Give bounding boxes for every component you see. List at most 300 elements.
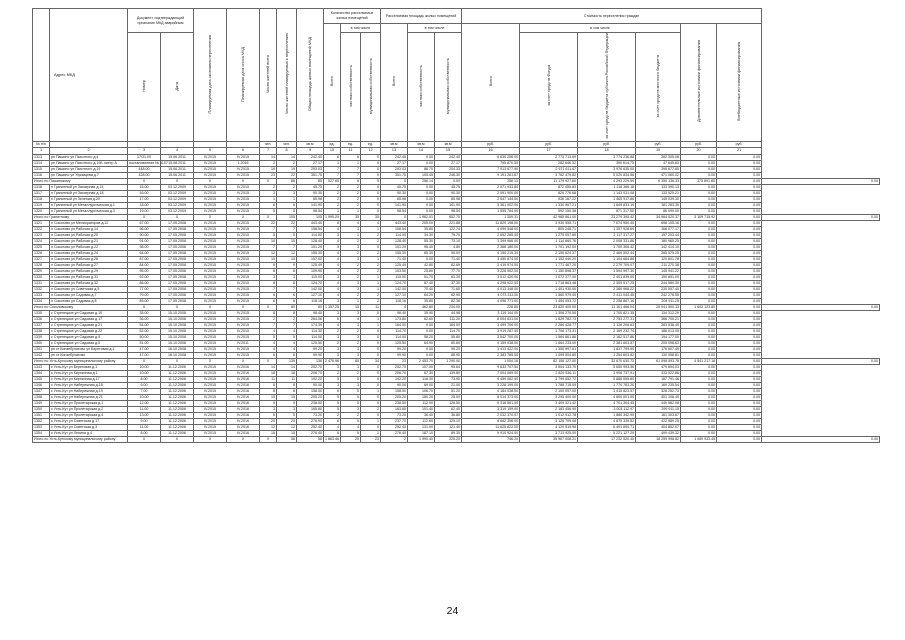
table-cell: 33 670 630.73 — [578, 358, 636, 364]
table-cell: IV.2015 — [194, 280, 227, 286]
table-cell: 87.00 — [128, 256, 161, 262]
table-cell: 1 — [341, 208, 361, 214]
address-cell: с Усть-Кут ул Набережная д.19 — [50, 388, 128, 394]
table-cell: 0.00 — [435, 178, 462, 184]
rooms-incl-header: в том числе — [341, 24, 381, 33]
table-cell: 45.75 — [297, 184, 324, 190]
table-cell: 401 108.40 — [636, 394, 681, 400]
table-cell: 3 409 321.42 — [520, 400, 578, 406]
table-cell: 202.70 — [381, 364, 408, 370]
table-cell: 1 330 567.21 — [520, 202, 578, 208]
table-cell: 2 829 536.11 — [520, 370, 578, 376]
table-cell: 299 911.15 — [636, 406, 681, 412]
table-cell: 3 — [341, 280, 361, 286]
column-number-cell: 20 — [681, 147, 717, 154]
table-cell: 71.40 — [381, 256, 408, 262]
table-cell: 11.12.2006 — [161, 418, 194, 424]
table-cell: 65.98 — [435, 196, 462, 202]
table-cell: 173.80 — [381, 316, 408, 322]
table-cell: X — [227, 436, 260, 442]
table-cell: 9 316 581.00 — [462, 400, 520, 406]
table-cell: IV.2015 — [194, 202, 227, 208]
table-cell: 12 — [260, 424, 277, 430]
table-cell: 5 — [260, 334, 277, 340]
table-cell: 4 120 519.98 — [520, 424, 578, 430]
table-cell: IV.2016 — [227, 388, 260, 394]
table-cell: 5 650 993.36 — [578, 364, 636, 370]
table-cell: 0.00 — [717, 202, 762, 208]
table-cell: 3 — [341, 310, 361, 316]
table-cell: 8.00 — [128, 376, 161, 382]
address-cell: с Стрелецкое ул Садовая д.10 — [50, 310, 128, 316]
table-cell: 2 — [361, 250, 381, 256]
table-cell: 0.00 — [717, 184, 762, 190]
table-cell: 99.90 — [297, 352, 324, 358]
address-cell: с Усть-Кут ул Советская д.3 — [50, 424, 128, 430]
table-cell: 90.00 — [435, 250, 462, 256]
table-cell: 3 413 422.00 — [462, 346, 520, 352]
table-cell: 51.70 — [408, 274, 435, 280]
table-cell: 11.12.2006 — [161, 412, 194, 418]
table-cell: 19.00 — [128, 208, 161, 214]
table-cell: IV.2015 — [194, 334, 227, 340]
table-cell: IV.2015 — [227, 274, 260, 280]
table-cell: 2 — [341, 196, 361, 202]
table-cell: 0.00 — [681, 340, 717, 346]
table-cell: 3 — [341, 244, 361, 250]
table-cell: 4 — [324, 238, 341, 244]
table-cell: 0.00 — [717, 286, 762, 292]
table-cell: 2 162 517.86 — [578, 334, 636, 340]
table-cell: 4 800 001.00 — [578, 394, 636, 400]
table-cell: 225.20 — [435, 436, 462, 442]
table-cell: 1334 — [33, 298, 50, 304]
table-cell: 18.00 — [128, 202, 161, 208]
table-cell: 141.90 — [297, 202, 324, 208]
table-cell: 246.30 — [435, 172, 462, 178]
number-header: Номер — [128, 33, 161, 142]
table-cell: 5 — [341, 400, 361, 406]
table-cell: 2 150 624.37 — [520, 250, 578, 256]
address-cell: с Усть-Кут ул Ленина д.4 — [50, 430, 128, 436]
table-cell: 180 965.25 — [636, 238, 681, 244]
table-cell: 7 — [260, 322, 277, 328]
table-cell: 2 — [361, 298, 381, 304]
table-cell: IV.2015 — [194, 310, 227, 316]
table-cell: 194 177.00 — [636, 334, 681, 340]
table-cell: 1328 — [33, 262, 50, 268]
table-cell: IV.2015 — [227, 238, 260, 244]
table-cell: 8 — [277, 280, 297, 286]
table-cell: 58 — [297, 436, 324, 442]
table-cell: 0 — [361, 190, 381, 196]
address-cell: рп Пашино ул Уфимцева д.7 — [50, 172, 128, 178]
table-cell: 157.00 — [297, 256, 324, 262]
table-cell: 1317 — [33, 190, 50, 196]
table-cell: 11.12.2006 — [161, 400, 194, 406]
table-cell: IV.2015 — [194, 286, 227, 292]
table-cell: 242.40 — [435, 154, 462, 160]
table-cell: 3 450 874.00 — [462, 256, 520, 262]
table-cell: 65.98 — [297, 196, 324, 202]
table-cell: 127.10 — [297, 292, 324, 298]
table-cell: IV.2015 — [227, 292, 260, 298]
table-cell: 746.20 — [462, 436, 520, 442]
table-cell: 11 179 927.60 — [520, 178, 578, 184]
table-cell: IV.2015 — [194, 412, 227, 418]
table-cell: 11.12.2006 — [161, 388, 194, 394]
table-cell: 0.00 — [681, 232, 717, 238]
table-cell: 2 — [341, 412, 361, 418]
table-cell: 0.00 — [681, 352, 717, 358]
table-cell: 114.70 — [381, 328, 408, 334]
table-cell: 99.20 — [297, 346, 324, 352]
table-cell: 1 770 783.20 — [578, 382, 636, 388]
table-cell: 390 614.75 — [578, 160, 636, 166]
table-cell: 1 072 377.00 — [520, 274, 578, 280]
table-cell: 0.00 — [681, 286, 717, 292]
table-cell: 15.10.2008 — [161, 322, 194, 328]
table-cell: IV.2015 — [194, 226, 227, 232]
table-cell: 111.20 — [435, 316, 462, 322]
table-cell: 0.00 — [681, 292, 717, 298]
table-cell: 3 — [341, 364, 361, 370]
table-cell: 27.17 — [381, 160, 408, 166]
table-cell: 7 — [260, 286, 277, 292]
table-cell: 145 941.22 — [636, 268, 681, 274]
table-cell: IV.2016 — [227, 418, 260, 424]
table-cell: 1 962.01 — [408, 214, 435, 220]
table-cell: 0.00 — [681, 238, 717, 244]
table-cell: постановление № 1107 — [129, 160, 168, 165]
table-cell: 0.00 — [681, 424, 717, 430]
table-cell: IV.2015 — [194, 232, 227, 238]
table-cell: 0.00 — [717, 418, 762, 424]
table-cell: 23 — [361, 436, 381, 442]
table-cell: 14 — [277, 154, 297, 160]
column-number-cell: 2 — [50, 147, 128, 154]
table-cell: 1.2016 — [227, 160, 260, 166]
table-cell: 14 — [277, 364, 297, 370]
table-cell: 0.00 — [717, 406, 762, 412]
table-cell: 34 964 020.37 — [636, 214, 681, 220]
table-cell: 3 — [341, 346, 361, 352]
column-number-cell: 8 — [277, 147, 297, 154]
table-cell: 17.05.2008 — [161, 256, 194, 262]
table-cell: 19 — [260, 166, 277, 172]
table-cell: 0.00 — [717, 340, 762, 346]
table-cell: 3 — [341, 226, 361, 232]
table-cell: 0.00 — [408, 256, 435, 262]
table-cell: 1 309.31 — [462, 214, 520, 220]
table-cell: 105.45 — [408, 172, 435, 178]
table-cell: 0.00 — [408, 154, 435, 160]
table-cell: IV.2015 — [227, 316, 260, 322]
fund-header: за счет средств Фонда — [520, 33, 578, 142]
table-cell: 03.12.2009 — [161, 196, 194, 202]
table-cell: 122.74 — [435, 226, 462, 232]
table-cell: 16.10.2008 — [161, 346, 194, 352]
table-cell: 2 — [277, 184, 297, 190]
table-cell: IV.2015 — [194, 388, 227, 394]
table-cell: 18 — [260, 370, 277, 376]
table-cell: 4 — [260, 328, 277, 334]
table-cell: 106.70 — [408, 388, 435, 394]
table-cell: 0.00 — [717, 352, 762, 358]
table-cell: 11.00 — [128, 424, 161, 430]
table-cell: IV.2015 — [194, 274, 227, 280]
table-cell: 0 — [361, 328, 381, 334]
table-cell: 3 — [277, 406, 297, 412]
table-cell: IV.2015 — [194, 244, 227, 250]
table-cell: 14 — [260, 154, 277, 160]
table-cell: 4 — [260, 340, 277, 346]
table-cell: 872 455.83 — [520, 184, 578, 190]
table-cell: 0.00 — [717, 244, 762, 250]
table-cell: 3 — [324, 382, 341, 388]
table-cell: 86.00 — [128, 280, 161, 286]
table-cell: X — [128, 214, 161, 220]
table-cell: 0.00 — [717, 322, 762, 328]
table-cell: IV.2016 — [227, 430, 260, 436]
table-cell: 77.00 — [128, 286, 161, 292]
table-cell: 169 235.54 — [636, 382, 681, 388]
table-cell: 2 — [324, 340, 341, 346]
table-cell: 1 465 917.86 — [578, 196, 636, 202]
table-cell: 4 — [324, 226, 341, 232]
table-cell: 366 700.21 — [636, 316, 681, 322]
table-cell: IV.2015 — [227, 232, 260, 238]
table-cell: 6 830 256.00 — [462, 154, 520, 160]
table-cell: 1 275 057.80 — [520, 232, 578, 238]
table-cell: 165.80 — [297, 406, 324, 412]
table-cell: 4.89 — [435, 244, 462, 250]
table-cell: 8 — [341, 178, 361, 184]
table-cell: 18 — [277, 370, 297, 376]
table-cell: 80 — [277, 304, 297, 310]
table-cell: IV.2015 — [227, 166, 260, 172]
table-cell: 187.10 — [408, 430, 435, 436]
address-cell: с Усть-Кут ул Набережная д.21 — [50, 394, 128, 400]
table-cell: 242.40 — [381, 154, 408, 160]
table-cell: 84.00 — [128, 262, 161, 268]
table-cell: 0.00 — [681, 430, 717, 436]
table-cell: 4 — [324, 250, 341, 256]
table-cell: 17.05.2008 — [161, 280, 194, 286]
table-cell: 3 — [324, 334, 341, 340]
table-cell: 161 303.67 — [636, 412, 681, 418]
table-cell: 55.30 — [408, 238, 435, 244]
table-cell: 3 542 700.00 — [462, 334, 520, 340]
table-cell: 293.03 — [381, 166, 408, 172]
table-cell: 197 203.44 — [636, 232, 681, 238]
table-cell: 1 788 715.09 — [520, 382, 578, 388]
table-cell: 86 — [277, 178, 297, 184]
table-cell: 11 829 198.00 — [462, 220, 520, 226]
table-cell: 22 — [260, 220, 277, 226]
table-cell: 114.00 — [297, 232, 324, 238]
table-cell: 2 — [341, 328, 361, 334]
table-cell: 0.00 — [681, 394, 717, 400]
table-cell: 264.06 — [297, 316, 324, 322]
table-cell: 0.00 — [408, 352, 435, 358]
table-cell: 10 — [260, 256, 277, 262]
table-cell: 5 886 055.80 — [578, 376, 636, 382]
table-cell: IV.2015 — [194, 184, 227, 190]
table-body — [33, 154, 880, 442]
local-budget-header: за счет средств местного бюджета — [636, 33, 681, 142]
table-cell: 17.05.2008 — [161, 238, 194, 244]
table-cell: 1321 — [33, 220, 50, 226]
table-cell: 63.30 — [435, 274, 462, 280]
table-cell: 0 — [361, 352, 381, 358]
table-cell: 98.54 — [381, 208, 408, 214]
table-cell: 4 — [324, 256, 341, 262]
table-cell: 3 — [324, 364, 341, 370]
column-number-cell: 7 — [260, 147, 277, 154]
table-cell: 16.10.2008 — [161, 352, 194, 358]
table-cell: 11 — [277, 376, 297, 382]
table-cell: 60.60 — [435, 340, 462, 346]
table-cell: IV.2015 — [227, 346, 260, 352]
table-cell: X — [161, 358, 194, 364]
table-cell: 11.12.2006 — [161, 376, 194, 382]
table-cell: 158.54 — [381, 226, 408, 232]
table-cell: IV.2015 — [227, 298, 260, 304]
table-cell: 0.00 — [717, 220, 762, 226]
table-cell: 3 — [260, 274, 277, 280]
table-cell: 134 312.29 — [636, 310, 681, 316]
table-cell: 139 — [277, 358, 297, 364]
table-cell: 0.00 — [681, 268, 717, 274]
table-cell: 85 — [297, 178, 324, 184]
table-cell: 11.12.2006 — [161, 394, 194, 400]
table-cell: 15 — [277, 394, 297, 400]
table-cell: 0.00 — [717, 334, 762, 340]
table-cell: 190 651.00 — [636, 274, 681, 280]
table-cell: 1 701 192.00 — [520, 244, 578, 250]
table-cell: 167 791.46 — [636, 376, 681, 382]
table-cell: 4 — [324, 322, 341, 328]
table-cell: 2 383 785.00 — [462, 352, 520, 358]
address-cell: с Усть-Кут ул Кирпичная д.1 — [50, 370, 128, 376]
table-cell: 20 041 500.33 — [636, 304, 681, 310]
table-cell: 3 930 555.71 — [520, 220, 578, 226]
table-cell: IV.2016 — [227, 412, 260, 418]
cost-group-header: Стоимость переселения граждан — [462, 9, 762, 24]
table-cell: 2 — [361, 268, 381, 274]
address-cell: п Соколово ул Рабочая д.26 — [50, 256, 128, 262]
table-cell: IV.2015 — [227, 322, 260, 328]
table-cell: X — [128, 178, 161, 184]
table-cell: 443.40 — [297, 220, 324, 226]
address-cell: рп ст Кинзебулатово ул Береговая д.1 — [50, 346, 128, 352]
table-cell: 1 564 861.86 — [520, 334, 578, 340]
table-cell: 4 — [277, 346, 297, 352]
table-cell: 3 — [277, 190, 297, 196]
table-cell: 1 — [341, 160, 361, 166]
table-cell: 3 — [324, 352, 341, 358]
table-cell: 90.30 — [297, 190, 324, 196]
table-cell: 252.40 — [297, 424, 324, 430]
table-cell: 174.39 — [297, 322, 324, 328]
table-cell: IV.2015 — [227, 328, 260, 334]
unit-cell: руб. — [462, 141, 520, 147]
table-cell: 5 — [341, 394, 361, 400]
table-cell: 15.00 — [128, 184, 161, 190]
table-cell: 479 894.03 — [636, 364, 681, 370]
table-cell: IV.2015 — [194, 346, 227, 352]
table-cell: 118.16 — [297, 298, 324, 304]
table-cell: 0.00 — [681, 274, 717, 280]
table-cell: 1326 — [33, 250, 50, 256]
table-cell: 03.12.2009 — [161, 190, 194, 196]
table-cell: 166 077.17 — [636, 226, 681, 232]
table-cell: 82 108 127.00 — [520, 358, 578, 364]
table-cell: 0 — [361, 376, 381, 382]
table-cell: 96.00 — [128, 226, 161, 232]
column-number-cell: 6 — [227, 147, 260, 154]
table-cell: 186 013.05 — [636, 328, 681, 334]
table-cell: 6 — [277, 298, 297, 304]
table-cell: 0.00 — [717, 370, 762, 376]
table-cell: 1319 — [33, 202, 50, 208]
table-cell: 17.05.2008 — [161, 298, 194, 304]
table-cell: IV.2015 — [227, 154, 260, 160]
address-cell: с Усть-Кут ул Пролетарская д.4 — [50, 412, 128, 418]
table-cell: 6 350 136.33 — [636, 178, 681, 184]
table-cell: 1316 — [33, 172, 50, 178]
table-cell: 13.00 — [128, 412, 161, 418]
table-cell: 5 — [260, 208, 277, 214]
table-cell: 1339 — [33, 334, 50, 340]
table-cell: 0.00 — [681, 280, 717, 286]
table-cell: 17.05.2008 — [161, 220, 194, 226]
table-cell: 3 012 420.00 — [462, 274, 520, 280]
table-cell: 67.30 — [408, 370, 435, 376]
table-cell: 2 — [341, 238, 361, 244]
table-cell: 21.00 — [435, 382, 462, 388]
table-cell: 64.00 — [128, 250, 161, 256]
table-cell: 12.00 — [128, 400, 161, 406]
table-cell: 7 — [341, 172, 361, 178]
table-cell: 3 774 236.88 — [578, 154, 636, 160]
table-cell: 125.50 — [381, 340, 408, 346]
table-cell: 3 — [341, 352, 361, 358]
unit-cell: чел. — [260, 141, 277, 147]
table-cell: 1322 — [33, 226, 50, 232]
table-cell: 11 101 466.04 — [578, 304, 636, 310]
table-cell: 1350 — [33, 406, 50, 412]
table-cell: IV.2015 — [194, 190, 227, 196]
address-cell: п Соколово ул Рабочая д.14 — [50, 226, 128, 232]
table-cell: X — [161, 214, 194, 220]
table-cell: 2 100 057.00 — [520, 388, 578, 394]
address-cell: п Гранитный ул Заозерная д.14 — [50, 184, 128, 190]
table-cell: IV.2015 — [194, 298, 227, 304]
table-cell: 2 008 331.86 — [578, 238, 636, 244]
table-cell: 3 319 159.00 — [462, 406, 520, 412]
table-cell: 1 089 933.45 — [681, 436, 717, 442]
table-cell: 133 525.21 — [636, 190, 681, 196]
unit-cell: ед. — [361, 141, 381, 147]
table-cell: 1338 — [33, 328, 50, 334]
table-cell: 2 — [260, 160, 277, 166]
table-cell: 805 248.71 — [520, 226, 578, 232]
table-cell: 3 228 502.00 — [462, 268, 520, 274]
table-cell: 10 — [277, 256, 297, 262]
table-cell: 0.00 — [681, 316, 717, 322]
